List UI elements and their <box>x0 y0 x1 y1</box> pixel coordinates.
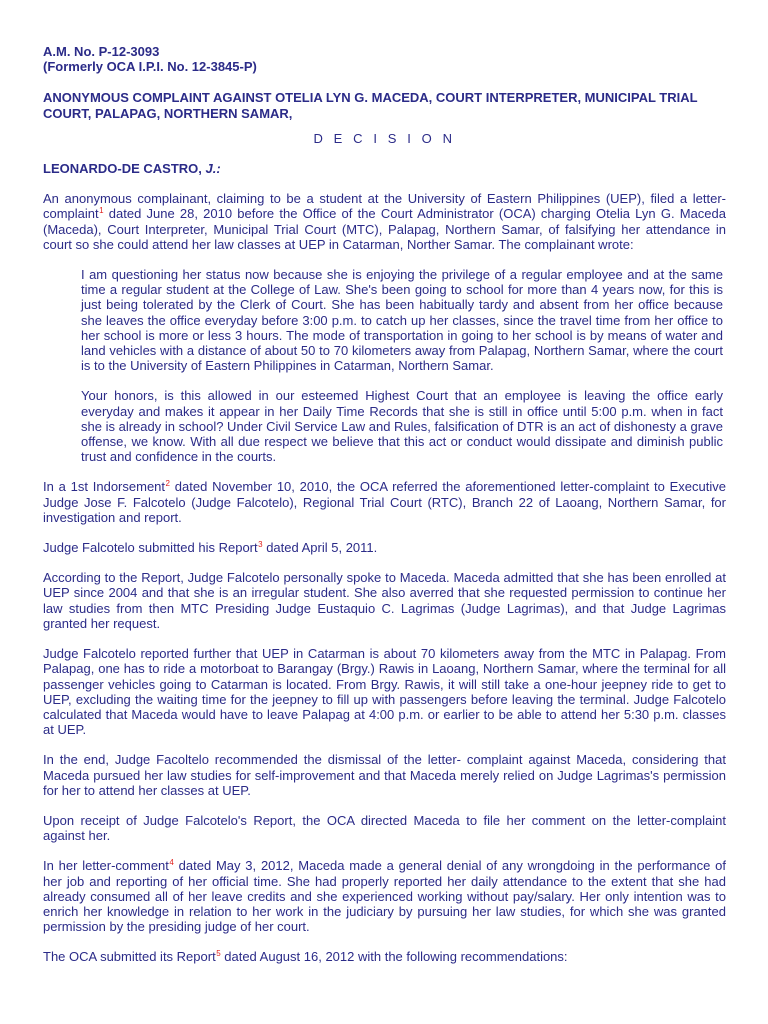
paragraph-text: In a 1st Indorsement <box>43 479 166 495</box>
quote-paragraph-2: Your honors, is this allowed in our esteemed Highest Court that an employee is leaving the office early everyday and makes it appear in her Daily Time Records that she is still in office until 5:00 p.m. when in fact she is already in school? Under Civil Service Law and Rules, falsification of DTR is an act of dishonesty a grave offense, we know. With all due respect we believe that this act or conduct would dissipate and diminish public trust and confidence in the courts. <box>81 388 723 465</box>
paragraph-9 <box>43 949 726 964</box>
paragraph-7: Upon receipt of Judge Falcotelo's Report, the OCA directed Maceda to file her comment on the letter-complaint against her. <box>43 812 726 844</box>
paragraph-5: Judge Falcotelo reported further that UEP in Catarman is about 70 kilometers away from the MTC in Palapag. From Palapag, one has to ride a motorboat to Barangay (Brgy.) Rawis in Laoang, Northern Samar, where the terminal for all passenger vehicles going to Catarman is located. From Brgy. Rawis, it will still take a one-hour jeepney ride to get to UEP, excluding the waiting time for the jeepney to fill up with passengers before leaving the terminal. Judge Falcotelo calculated that Maceda would have to leave Palapag at 4:00 p.m. or earlier to be able to attend her 5:30 p.m. classes at UEP. <box>43 646 726 738</box>
case-number <box>43 44 726 74</box>
quote-paragraph-1: I am questioning her status now because she is enjoying the privilege of a regular employee and at the same time a regular student at the College of Law. She's been going to school for more than 4 years now, for this is just being tolerated by the Clerk of Court. She has been habitually tardy and absent from her office because she leaves the office everyday before 3:00 p.m. to catch up her classes, since the travel time from her office to her school is more or less 3 hours. The mode of transportation in going to her school is by means of water and land vehicles with a distance of about 50 to 70 kilometers away from Palapag, Northern Samar, where the court is to the University of Eastern Philippines in Catarman, Northern Samar. <box>81 267 723 374</box>
case-number-line: A.M. No. P-12-3093 <box>43 44 160 59</box>
ponente-name: LEONARDO-DE CASTRO, <box>43 161 206 177</box>
paragraph-2 <box>43 479 726 525</box>
paragraph-text: dated April 5, 2011. <box>262 540 378 556</box>
decision-heading: D E C I S I O N <box>313 130 456 146</box>
footnote-ref-4[interactable]: 4 <box>169 858 174 868</box>
footnote-ref-2[interactable]: 2 <box>165 479 170 489</box>
paragraph-4: According to the Report, Judge Falcotelo personally spoke to Maceda. Maceda admitted that she has been enrolled at UEP since 2004 and that she is an irregular student. She also averred that she requested permission to continue her law studies from then MTC Presiding Judge Eustaquio C. Lagrimas (Judge Lagrimas), and that Judge Lagrimas granted her request. <box>43 570 726 631</box>
paragraph-text: dated June 28, 2010 before the Office of the Court Administrator (OCA) charging Otelia Lyn G. Maceda (Maceda), Court Interpreter, Municipal Trial Court (MTC), Palapag, Northern Samar, of falsifying her attendance in court so she could attend her law classes at UEP in Catarman, Norther Samar. The complainant wrote: <box>43 206 726 252</box>
paragraph-text: dated May 3, 2012, Maceda made a general denial of any wrongdoing in the performance of her job and reporting of her official time. She had properly reported her daily attendance to the extent that she had already consumed all of her leave credits and she experienced working without pay/salary. Her only intention was to enrich her knowledge in relation to her work in the judiciary by pursuing her law studies, for which she was granted permission by the presiding judge of her court. <box>43 858 727 935</box>
case-title: ANONYMOUS COMPLAINT AGAINST OTELIA LYN G. MACEDA, COURT INTERPRETER, MUNICIPAL TRIAL COURT, PALAPAG, NORTHERN SAMAR, <box>43 90 698 121</box>
paragraph-3 <box>43 540 726 555</box>
paragraph-8 <box>43 858 726 934</box>
ponente-title: J.: <box>205 161 221 177</box>
paragraph-1 <box>43 191 726 252</box>
footnote-ref-1[interactable]: 1 <box>99 206 104 216</box>
paragraph-6: In the end, Judge Facoltelo recommended the dismissal of the letter- complaint against Maceda, considering that Maceda pursued her law studies for self-improvement and that Maceda merely relied on Judge Lagrimas's permission for her to attend her classes at UEP. <box>43 752 726 798</box>
paragraph-text: dated November 10, 2010, the OCA referred the aforementioned letter-complaint to Executive Judge Jose F. Falcotelo (Judge Falcotelo), Regional Trial Court (RTC), Branch 22 of Laoang, Northern Samar, for investigation and report. <box>43 479 726 525</box>
footnote-ref-3[interactable]: 3 <box>258 540 263 550</box>
paragraph-text: dated August 16, 2012 with the following recommendations: <box>220 949 568 965</box>
former-case-number: (Formerly OCA I.P.I. No. 12-3845-P) <box>43 59 257 75</box>
block-quote <box>81 267 723 464</box>
paragraph-text: Judge Falcotelo submitted his Report <box>43 540 258 556</box>
paragraph-text: The OCA submitted its Report <box>43 949 216 965</box>
paragraph-text: An anonymous complainant, claiming to be a student at the University of Eastern Philippines (UEP), filed a letter-complaint <box>43 191 726 222</box>
paragraph-text: In her letter-comment <box>43 858 169 874</box>
ponente <box>43 161 726 176</box>
footnote-ref-5[interactable]: 5 <box>216 949 221 959</box>
